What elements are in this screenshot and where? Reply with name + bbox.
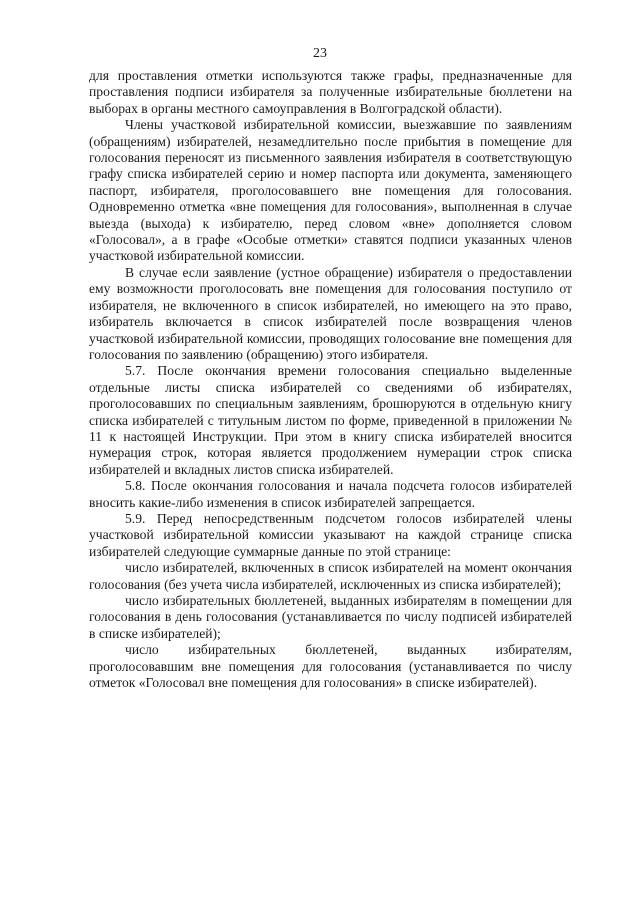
page-number: 23 (313, 46, 327, 61)
paragraph-section-5-8: 5.8. После окончания голосования и начала подсчета голосов избирателей вносить какие-либо изменения в список избирателей запрещается. (89, 478, 572, 510)
paragraph-commission-members: Члены участковой избирательной комиссии, выезжавшие по заявлениям (обращениям) избирателей, незамедлительно после прибытия в помещение для голосования переносят из письменного заявления избирателя в соответствующую графу списка избирателей серию и номер паспорта или документа, заменяющего паспорт, избирателя, проголосовавшего вне помещения для голосования. Одновременно отметка «вне помещения для голосования», выполненная в случае выезда (выхода) к избирателю, перед словом «вне» дополняется словом «Голосовал», а в графе «Особые отметки» ставятся подписи указанных членов участковой избирательной комиссии. (89, 117, 572, 264)
paragraph-ballots-inside: число избирательных бюллетеней, выданных избирателям в помещении для голосования в день голосования (устанавливается по числу подписей избирателей в списке избирателей); (89, 593, 572, 641)
document-body (89, 68, 572, 691)
paragraph-continuation: для проставления отметки используются также графы, предназначенные для проставления подписи избирателя за полученные избирательные бюллетени на выборах в органы местного самоуправления в Волгоградской области). (89, 68, 572, 116)
paragraph-section-5-7: 5.7. После окончания времени голосования специально выделенные отдельные листы списка избирателей со сведениями об избирателях, проголосовавших по специальным заявлениям, брошюруются в отдельную книгу списка избирателей с титульным листом по форме, приведенной в приложении № 11 к настоящей Инструкции. При этом в книгу списка избирателей вносится нумерация строк, которая является продолжением нумерации строк списка избирателей и вкладных листов списка избирателей. (89, 363, 572, 477)
paragraph-ballots-outside: число избирательных бюллетеней, выданных избирателям, проголосовавшим вне помещения для голосования (устанавливается по числу отметок «Голосовал вне помещения для голосования» в списке избирателей). (89, 642, 572, 691)
paragraph-section-5-9: 5.9. Перед непосредственным подсчетом голосов избирателей члены участковой избирательной комиссии указывают на каждой странице списка избирателей следующие суммарные данные по этой странице: (89, 510, 572, 559)
paragraph-unlisted-voter: В случае если заявление (устное обращение) избирателя о предоставлении ему возможности проголосовать вне помещения для голосования поступило от избирателя, не включенного в список избирателей, но имеющего на это право, избиратель включается в список избирателей после возвращения членов участковой избирательной комиссии, проводящих голосование вне помещения для голосования по заявлению (обращению) этого избирателя. (89, 264, 572, 362)
paragraph-voters-count: число избирателей, включенных в список избирателей на момент окончания голосования (без учета числа избирателей, исключенных из списка избирателей); (89, 560, 572, 592)
